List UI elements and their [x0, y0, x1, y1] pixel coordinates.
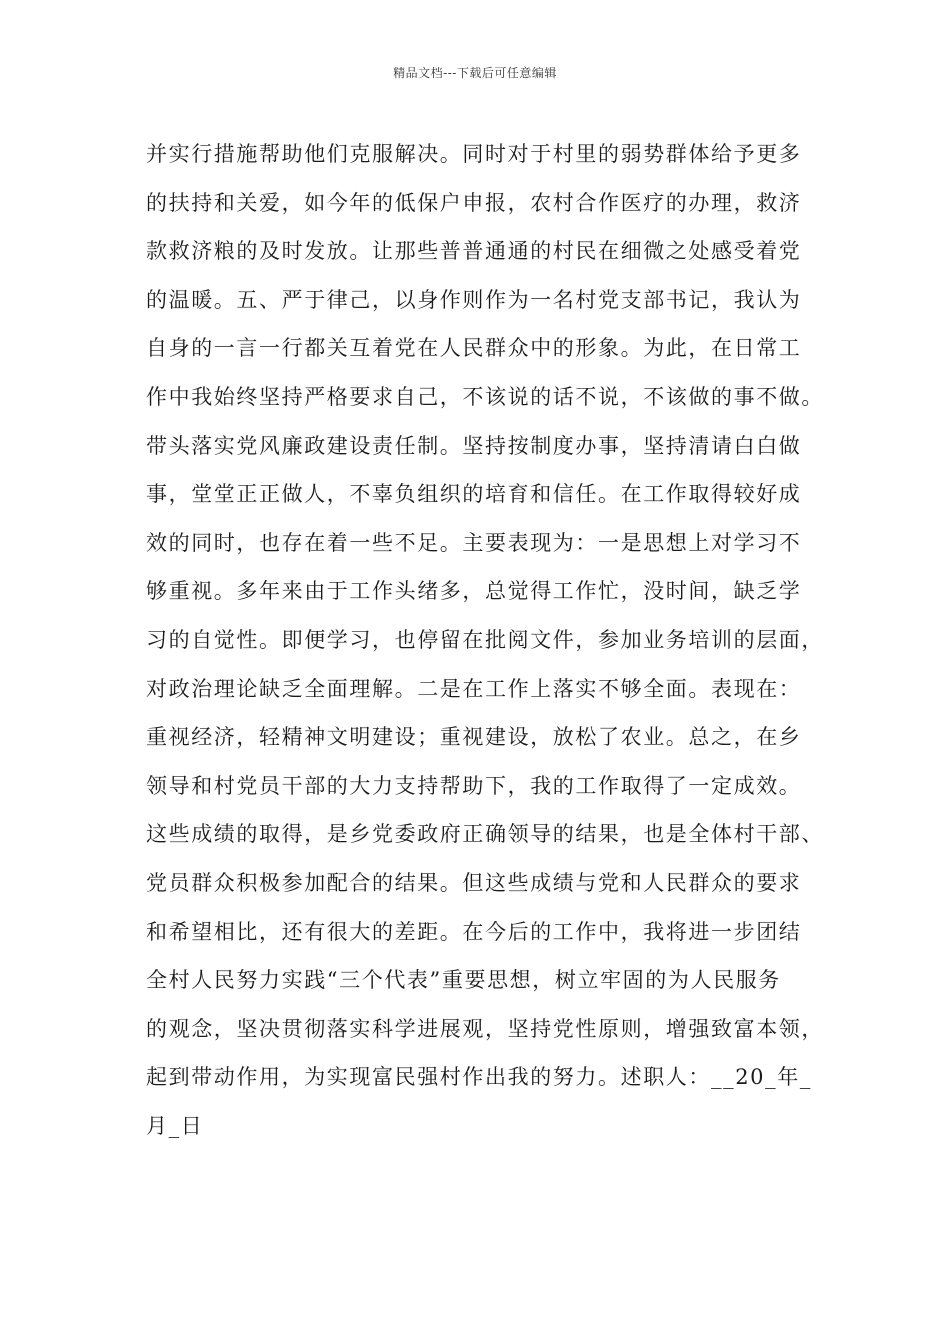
text-line: 够重视。多年来由于工作头绪多，总觉得工作忙，没时间，缺乏学 [146, 579, 802, 604]
page-header: 精品文档---下载后可任意编辑 [393, 66, 557, 80]
text-line: 这些成绩的取得，是乡党委政府正确领导的结果，也是全体村干部、 [146, 822, 824, 847]
text-line: 党员群众积极参加配合的结果。但这些成绩与党和人民群众的要求 [146, 870, 802, 895]
text-line: 作中我始终坚持严格要求自己，不该说的话不说，不该做的事不做。 [146, 384, 824, 409]
text-line: 带头落实党风廉政建设责任制。坚持按制度办事，坚持清请白白做 [146, 433, 802, 458]
text-line: 的观念，坚决贯彻落实科学进展观，坚持党性原则，增强致富本领， [146, 1016, 824, 1041]
body-paragraph [146, 130, 836, 1150]
text-line: 款救济粮的及时发放。让那些普普通通的村民在细微之处感受着党 [146, 239, 802, 264]
text-line: 对政治理论缺乏全面理解。二是在工作上落实不够全面。表现在： [146, 676, 802, 701]
text-line: 自身的一言一行都关互着党在人民群众中的形象。为此，在日常工 [146, 336, 802, 361]
text-line: 效的同时，也存在着一些不足。主要表现为：一是思想上对学习不 [146, 530, 802, 555]
text-line: 月_日 [146, 1113, 204, 1138]
text-line: 起到带动作用，为实现富民强村作出我的努力。述职人：__20_年_ [146, 1065, 812, 1090]
text-line: 领导和村党员干部的大力支持帮助下，我的工作取得了一定成效。 [146, 773, 802, 798]
text-line: 事，堂堂正正做人，不辜负组织的培育和信任。在工作取得较好成 [146, 482, 802, 507]
text-line: 的温暖。五、严于律己，以身作则作为一名村党支部书记，我认为 [146, 287, 802, 312]
text-line: 的扶持和关爱，如今年的低保户申报，农村合作医疗的办理，救济 [146, 190, 802, 215]
text-line: 全村人民努力实践“三个代表”重要思想，树立牢固的为人民服务 [146, 968, 781, 993]
text-line: 重视经济，轻精神文明建设；重视建设，放松了农业。总之，在乡 [146, 725, 802, 750]
text-line: 习的自觉性。即便学习，也停留在批阅文件，参加业务培训的层面， [146, 627, 824, 652]
text-line: 和希望相比，还有很大的差距。在今后的工作中，我将进一步团结 [146, 919, 802, 944]
text-line: 并实行措施帮助他们克服解决。同时对于村里的弱势群体给予更多 [146, 142, 802, 166]
